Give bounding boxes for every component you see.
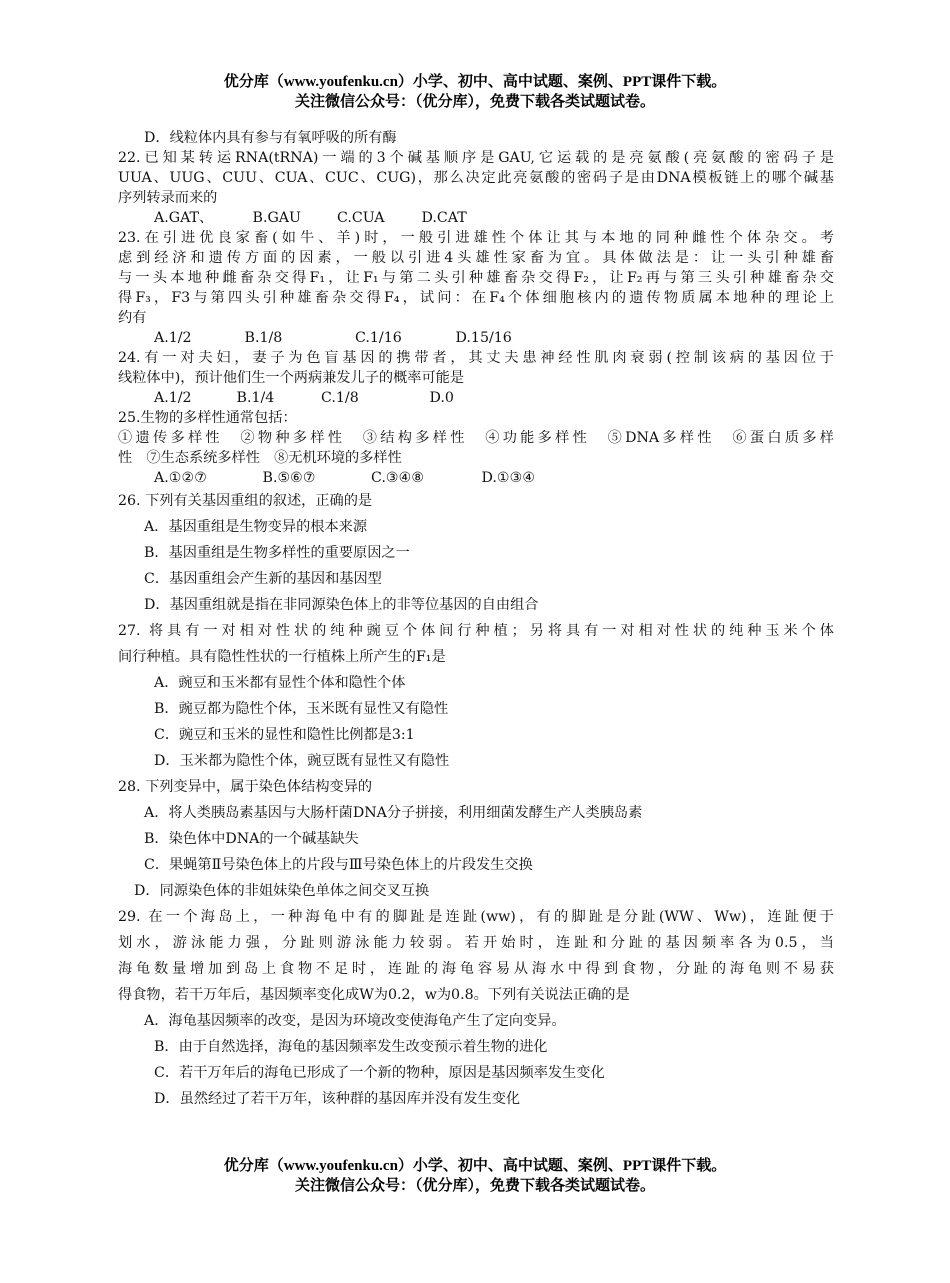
footer-banner-line-1: 优分库（www.youfenku.cn）小学、初中、高中试题、案例、PPT课件下载。 <box>223 1158 727 1174</box>
q28-option-a: A．将人类胰岛素基因与大肠杆菌DNA分子拼接，利用细菌发酵生产人类胰岛素 <box>144 805 643 821</box>
q27-option-b: B．豌豆都为隐性个体，玉米既有显性又有隐性 <box>154 701 449 717</box>
q29-option-c: C．若干万年后的海龟已形成了一个新的物种，原因是基因频率发生变化 <box>154 1065 605 1081</box>
question-22 <box>118 148 834 228</box>
footer-banner <box>0 1156 950 1196</box>
banner-line-1: 优分库（www.youfenku.cn）小学、初中、高中试题、案例、PPT课件下载。 <box>223 74 727 90</box>
q24-option-b: B.1/4 <box>236 390 275 406</box>
q22-option-b: B.GAU <box>252 210 301 226</box>
q23-option-a: A.1/2 <box>154 330 192 346</box>
q26-stem: 26. 下列有关基因重组的叙述，正确的是 <box>118 493 373 509</box>
q27-line-1: 27. 将具有一对相对性状的纯种豌豆个体间行种植；另将具有一对相对性状的纯种玉米个体 <box>118 623 834 639</box>
q25-line-2: ①遗传多样性 ②物种多样性 ③结构多样性 ④功能多样性 ⑤DNA多样性 ⑥蛋白质多样 <box>118 430 834 446</box>
q28-option-c: C．果蝇第Ⅱ号染色体上的片段与Ⅲ号染色体上的片段发生交换 <box>144 857 533 873</box>
question-23 <box>118 228 834 348</box>
question-24 <box>118 348 834 408</box>
q26-option-a: A．基因重组是生物变异的根本来源 <box>144 519 368 535</box>
q29-line-4: 得食物，若干万年后，基因频率变化成W为0.2，w为0.8。下列有关说法正确的是 <box>118 987 630 1003</box>
footer-banner-line-2: 关注微信公众号：（优分库），免费下载各类试题试卷。 <box>294 1178 655 1194</box>
exam-content <box>118 128 834 1112</box>
q25-option-a: A.①②⑦ <box>154 470 207 486</box>
q29-option-d: D．虽然经过了若干万年，该种群的基因库并没有发生变化 <box>154 1091 521 1107</box>
q22-option-d: D.CAT <box>421 210 467 226</box>
q27-option-a: A．豌豆和玉米都有显性个体和隐性个体 <box>154 675 406 691</box>
q24-options <box>118 388 834 408</box>
q25-option-c: C.③④⑧ <box>371 470 425 486</box>
header-banner <box>0 72 950 112</box>
q23-line-5: 约有 <box>118 310 147 326</box>
q23-options <box>118 328 834 348</box>
q24-line-1: 24.有一对夫妇，妻子为色盲基因的携带者，其丈夫患神经性肌肉衰弱(控制该病的基因位于 <box>118 350 834 366</box>
q23-option-b: B.1/8 <box>244 330 283 346</box>
q26-option-c: C．基因重组会产生新的基因和基因型 <box>144 571 382 587</box>
q28-option-b: B．染色体中DNA的一个碱基缺失 <box>144 831 359 847</box>
q23-line-1: 23.在引进优良家畜(如牛、羊)时，一般引进雄性个体让其与本地的同种雌性个体杂交。考 <box>118 230 834 246</box>
q24-option-a: A.1/2 <box>154 390 192 406</box>
q26-option-b: B．基因重组是生物多样性的重要原因之一 <box>144 545 410 561</box>
q25-line-1: 25.生物的多样性通常包括： <box>118 410 297 426</box>
question-26 <box>118 488 834 618</box>
q24-option-d: D.0 <box>429 390 454 406</box>
banner-line-2: 关注微信公众号：（优分库），免费下载各类试题试卷。 <box>294 94 655 110</box>
q25-options <box>118 468 834 488</box>
q29-line-2: 划水，游泳能力强，分趾则游泳能力较弱。若开始时，连趾和分趾的基因频率各为0.5，当 <box>118 935 834 951</box>
q25-line-3: 性 ⑦生态系统多样性 ⑧无机环境的多样性 <box>118 450 402 466</box>
q23-line-4: 得F₃，F3与第四头引种雄畜杂交得F₄，试问：在F₄个体细胞核内的遗传物质属本地种的理论上 <box>118 290 834 306</box>
q25-option-b: B.⑤⑥⑦ <box>262 470 316 486</box>
q29-line-3: 海龟数量增加到岛上食物不足时，连趾的海龟容易从海水中得到食物，分趾的海龟则不易获 <box>118 961 834 977</box>
q28-option-d: D．同源染色体的非姐妹染色单体之间交叉互换 <box>134 883 430 899</box>
q23-option-d: D.15/16 <box>455 330 512 346</box>
q22-option-c: C.CUA <box>337 210 385 226</box>
q29-option-b: B．由于自然选择，海龟的基因频率发生改变预示着生物的进化 <box>154 1039 548 1055</box>
q27-option-c: C．豌豆和玉米的显性和隐性比例都是3:1 <box>154 727 415 743</box>
q24-line-2: 线粒体中)，预计他们生一个两病兼发儿子的概率可能是 <box>118 370 465 386</box>
q28-stem: 28. 下列变异中，属于染色体结构变异的 <box>118 779 373 795</box>
q29-line-1: 29. 在一个海岛上，一种海龟中有的脚趾是连趾(ww)，有的脚趾是分趾(WW、Ww)，连趾便于 <box>118 909 834 925</box>
q21-option-d: D．线粒体内具有参与有氧呼吸的所有酶 <box>144 130 397 146</box>
question-27 <box>118 618 834 774</box>
q23-line-3: 与一头本地种雌畜杂交得F₁，让F₁与第二头引种雄畜杂交得F₂，让F₂再与第三头引种雄畜杂交 <box>118 270 834 286</box>
q27-option-d: D．玉米都为隐性个体，豌豆既有显性又有隐性 <box>154 753 450 769</box>
question-29 <box>118 904 834 1112</box>
q27-line-2: 间行种植。具有隐性性状的一行植株上所产生的F₁是 <box>118 649 446 665</box>
question-25 <box>118 408 834 488</box>
q22-line-2: UUA、UUG、CUU、CUA、CUC、CUG)，那么决定此亮氨酸的密码子是由DNA模板链上的哪个碱基 <box>118 170 834 186</box>
q23-option-c: C.1/16 <box>355 330 402 346</box>
q22-line-1: 22.已知某转运RNA(tRNA)一端的3个碱基顺序是GAU,它运载的是亮氨酸(亮氨酸的密码子是 <box>118 150 834 166</box>
q29-option-a: A．海龟基因频率的改变，是因为环境改变使海龟产生了定向变异。 <box>144 1013 566 1029</box>
q24-option-c: C.1/8 <box>321 390 359 406</box>
q22-options <box>118 208 834 228</box>
q26-option-d: D．基因重组就是指在非同源染色体上的非等位基因的自由组合 <box>144 597 539 613</box>
q22-line-3: 序列转录而来的 <box>118 190 218 206</box>
question-28 <box>118 774 834 904</box>
q22-option-a: A.GAT、 <box>154 210 214 226</box>
q25-option-d: D.①③④ <box>481 470 536 486</box>
q23-line-2: 虑到经济和遗传方面的因素，一般以引进4头雄性家畜为宜。具体做法是：让一头引种雄畜 <box>118 250 834 266</box>
